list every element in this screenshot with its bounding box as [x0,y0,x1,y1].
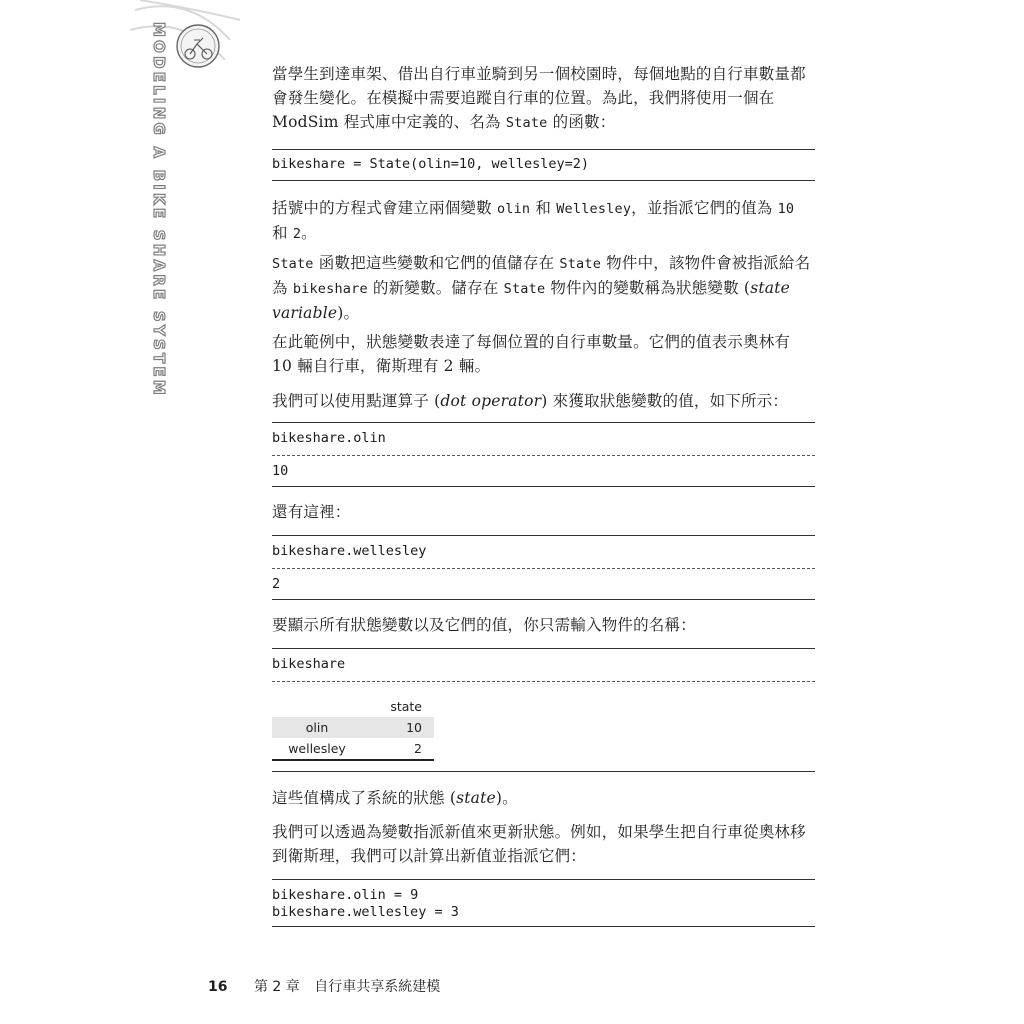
inline-code: bikeshare [292,281,368,297]
chapter-number: 第 2 章 [253,979,300,995]
table-row [272,717,434,738]
inline-code: State [503,281,546,297]
text-run: 在此範例中，狀態變數表達了每個位置的自行車數量。它們的值表示奧林有 10 輛自行車，衛斯理有 2 輛。 [272,333,791,375]
paragraph-text [272,389,815,413]
emphasis-text: state [456,789,496,807]
code-rule [272,599,815,600]
page-number: 16 [208,979,228,995]
table-cell: 10 [362,717,434,738]
code-block-3: bikeshare.wellesley [272,543,427,559]
paragraph-8 [272,786,815,810]
chapter-title: 自行車共享系統建模 [314,979,441,995]
table-column-header: state [390,699,422,714]
emphasis-text: dot operator [440,392,542,410]
paragraph-text [272,251,815,325]
paragraph-4 [272,330,815,378]
text-run: )。 [337,304,360,322]
inline-code: 2 [292,226,302,242]
output-block-3: 2 [272,576,281,592]
code-rule [272,535,815,536]
sidebar-chapter-title: MODELING A BIKE SHARE SYSTEM [150,22,168,398]
table-row [272,738,434,760]
emphasis-text: state variable [272,279,791,322]
paragraph-7 [272,613,815,637]
table-cell: 2 [362,738,434,760]
code-block-2: bikeshare.olin [272,430,386,446]
output-block-2: 10 [272,463,289,479]
code-line: bikeshare.olin = 9 [272,887,419,903]
text-run: 我們可以透過為變數指派新值來更新狀態。例如，如果學生把自行車從奧林移到衛斯理，我們可以計算出新值並指派它們： [272,823,806,865]
output-separator [272,681,815,682]
paragraph-text [272,786,815,810]
text-run: 和 [530,199,557,217]
text-run: ) 來獲取狀態變數的值，如下所示： [541,392,789,410]
paragraph-6 [272,500,815,524]
text-run: 我們可以使用點運算子 ( [272,392,441,410]
code-block-5 [272,879,815,927]
text-run: 的函數： [547,113,616,131]
code-rule [272,771,815,772]
inline-code: olin [496,201,531,217]
text-run: 和 [272,224,293,242]
paragraph-text [272,613,815,637]
inline-code: State [272,256,314,272]
inline-code: State [559,256,602,272]
text-run: 物件內的變數稱為狀態變數 ( [545,279,751,297]
paragraph-text [272,330,815,378]
paragraph-1 [272,62,815,135]
paragraph-text [272,62,815,135]
text-run: ，並指派它們的值為 [631,199,778,217]
text-run: 要顯示所有狀態變數以及它們的值，你只需輸入物件的名稱： [272,616,696,634]
text-run: 括號中的方程式會建立兩個變數 [272,199,497,217]
paragraph-5 [272,389,815,413]
text-run: 的新變數。儲存在 [367,279,504,297]
text-run: )。 [495,789,518,807]
text-run: 函數把這些變數和它們的值儲存在 [313,254,560,272]
output-separator [272,568,815,569]
text-run: 物件中，該物件會被指派給名為 [272,254,811,297]
text-run: 還有這裡： [272,503,351,521]
table-row-index: olin [272,717,362,738]
output-separator [272,455,815,456]
code-block-1 [272,149,815,181]
code-rule [272,422,815,423]
paragraph-3 [272,251,815,325]
inline-code: State [505,115,548,131]
text-run: 。 [301,224,317,242]
page-footer [208,976,440,996]
inline-code: 10 [777,201,795,217]
state-table [272,696,434,761]
code-line: bikeshare.wellesley = 3 [272,904,459,920]
paragraph-9 [272,820,815,868]
paragraph-text [272,820,815,868]
paragraph-text [272,196,815,246]
text-run: 當學生到達車架、借出自行車並騎到另一個校園時，每個地點的自行車數量都會發生變化。在模擬中需要追蹤自行車的位置。為此，我們將使用一個在 ModSim 程式庫中定義的、名為 [272,65,806,131]
code-line: bikeshare = State(olin=10, wellesley=2) [272,156,589,172]
code-rule [272,648,815,649]
paragraph-2 [272,196,815,246]
text-run: 這些值構成了系統的狀態 ( [272,789,457,807]
code-rule [272,486,815,487]
code-block-4: bikeshare [272,656,346,672]
inline-code: Wellesley [556,201,632,217]
table-header-row [272,696,434,717]
chapter-emblem-icon [130,0,250,120]
table-row-index: wellesley [272,738,362,760]
paragraph-text [272,500,815,524]
